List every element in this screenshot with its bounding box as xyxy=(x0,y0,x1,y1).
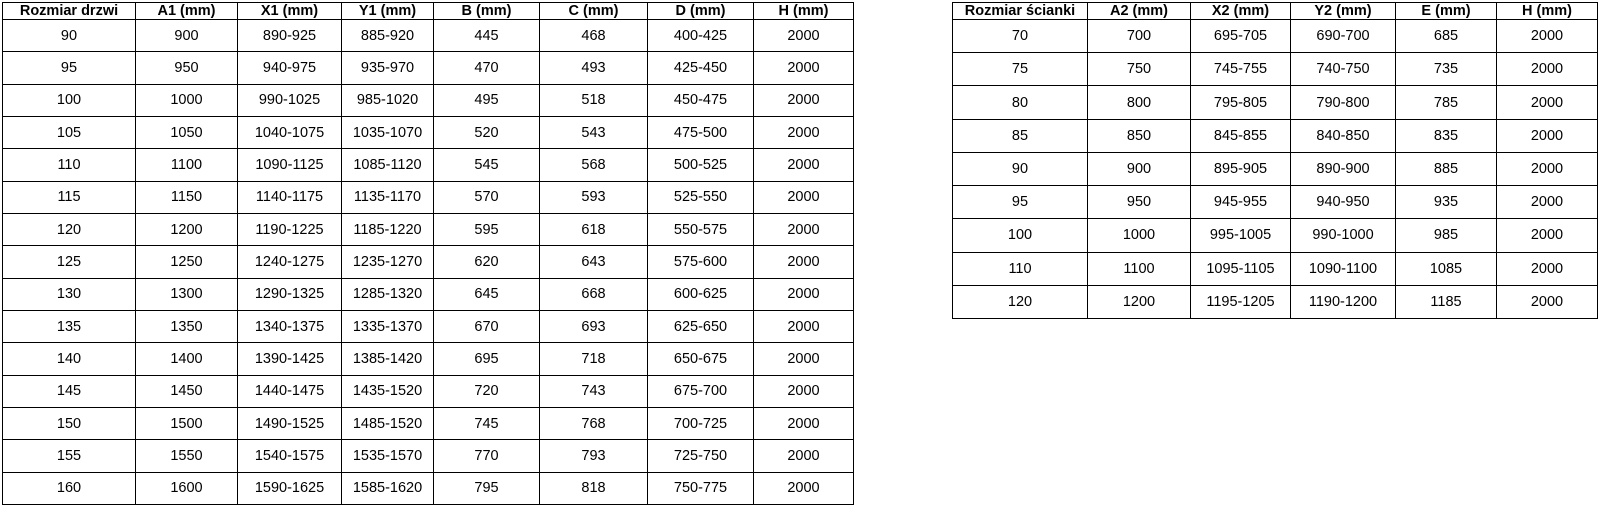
table-cell: 568 xyxy=(540,149,648,181)
table-cell: 650-675 xyxy=(648,343,754,375)
table-cell: 1285-1320 xyxy=(342,278,434,310)
column-header: D (mm) xyxy=(648,3,754,20)
table-cell: 493 xyxy=(540,52,648,84)
table-cell: 645 xyxy=(434,278,540,310)
table-cell: 695-705 xyxy=(1191,20,1291,53)
column-header: Y2 (mm) xyxy=(1291,3,1396,20)
table-cell: 770 xyxy=(434,440,540,472)
table-row xyxy=(953,20,1598,53)
header-row xyxy=(3,3,854,20)
table-cell: 95 xyxy=(3,52,136,84)
wall-size-table xyxy=(952,2,1598,319)
table-cell: 1095-1105 xyxy=(1191,252,1291,285)
column-header: X2 (mm) xyxy=(1191,3,1291,20)
table-cell: 1340-1375 xyxy=(238,310,342,342)
table-cell: 618 xyxy=(540,213,648,245)
table-cell: 690-700 xyxy=(1291,20,1396,53)
table-cell: 895-905 xyxy=(1191,152,1291,185)
column-header: A1 (mm) xyxy=(136,3,238,20)
header-row xyxy=(953,3,1598,20)
column-header: Rozmiar ścianki xyxy=(953,3,1088,20)
table-row xyxy=(3,343,854,375)
table-row xyxy=(3,278,854,310)
table-cell: 1200 xyxy=(1088,285,1191,318)
table-cell: 2000 xyxy=(754,375,854,407)
table-cell: 470 xyxy=(434,52,540,84)
table-cell: 1185-1220 xyxy=(342,213,434,245)
table-cell: 1590-1625 xyxy=(238,472,342,504)
column-header: E (mm) xyxy=(1396,3,1497,20)
table-cell: 450-475 xyxy=(648,84,754,116)
column-header: Y1 (mm) xyxy=(342,3,434,20)
table-cell: 1585-1620 xyxy=(342,472,434,504)
table-cell: 800 xyxy=(1088,86,1191,119)
table-cell: 995-1005 xyxy=(1191,219,1291,252)
table-cell: 1190-1200 xyxy=(1291,285,1396,318)
table-row xyxy=(3,472,854,504)
table-cell: 945-955 xyxy=(1191,186,1291,219)
table-cell: 495 xyxy=(434,84,540,116)
table-cell: 120 xyxy=(3,213,136,245)
table-cell: 990-1025 xyxy=(238,84,342,116)
table-cell: 845-855 xyxy=(1191,119,1291,152)
table-cell: 115 xyxy=(3,181,136,213)
table-cell: 525-550 xyxy=(648,181,754,213)
table-cell: 625-650 xyxy=(648,310,754,342)
table-cell: 2000 xyxy=(754,181,854,213)
table-cell: 1450 xyxy=(136,375,238,407)
table-cell: 768 xyxy=(540,407,648,439)
table-row xyxy=(953,186,1598,219)
table-cell: 95 xyxy=(953,186,1088,219)
table-cell: 135 xyxy=(3,310,136,342)
table-cell: 735 xyxy=(1396,53,1497,86)
table-cell: 160 xyxy=(3,472,136,504)
table-row xyxy=(953,119,1598,152)
table-cell: 545 xyxy=(434,149,540,181)
table-cell: 1000 xyxy=(1088,219,1191,252)
table-cell: 110 xyxy=(953,252,1088,285)
table-cell: 2000 xyxy=(754,278,854,310)
table-cell: 1435-1520 xyxy=(342,375,434,407)
table-cell: 900 xyxy=(1088,152,1191,185)
table-cell: 518 xyxy=(540,84,648,116)
table-cell: 520 xyxy=(434,116,540,148)
table-cell: 1385-1420 xyxy=(342,343,434,375)
table-cell: 475-500 xyxy=(648,116,754,148)
table-cell: 100 xyxy=(953,219,1088,252)
table-cell: 85 xyxy=(953,119,1088,152)
table-cell: 745 xyxy=(434,407,540,439)
column-header: H (mm) xyxy=(754,3,854,20)
table-cell: 140 xyxy=(3,343,136,375)
table-cell: 985-1020 xyxy=(342,84,434,116)
table-cell: 1335-1370 xyxy=(342,310,434,342)
table-cell: 935-970 xyxy=(342,52,434,84)
table-cell: 100 xyxy=(3,84,136,116)
table-cell: 2000 xyxy=(754,52,854,84)
table-cell: 1100 xyxy=(136,149,238,181)
table-cell: 695 xyxy=(434,343,540,375)
table-cell: 400-425 xyxy=(648,20,754,52)
table-cell: 1485-1520 xyxy=(342,407,434,439)
table-cell: 890-925 xyxy=(238,20,342,52)
table-cell: 80 xyxy=(953,86,1088,119)
table-cell: 150 xyxy=(3,407,136,439)
table-cell: 1195-1205 xyxy=(1191,285,1291,318)
table-cell: 725-750 xyxy=(648,440,754,472)
table-cell: 2000 xyxy=(754,20,854,52)
table-cell: 2000 xyxy=(1497,186,1598,219)
table-cell: 850 xyxy=(1088,119,1191,152)
table-cell: 1000 xyxy=(136,84,238,116)
table-cell: 743 xyxy=(540,375,648,407)
table-cell: 950 xyxy=(1088,186,1191,219)
table-row xyxy=(3,375,854,407)
table-cell: 670 xyxy=(434,310,540,342)
table-cell: 2000 xyxy=(1497,119,1598,152)
table-cell: 700 xyxy=(1088,20,1191,53)
table-cell: 120 xyxy=(953,285,1088,318)
table-cell: 935 xyxy=(1396,186,1497,219)
table-cell: 1400 xyxy=(136,343,238,375)
table-cell: 1085 xyxy=(1396,252,1497,285)
table-cell: 1185 xyxy=(1396,285,1497,318)
table-cell: 1290-1325 xyxy=(238,278,342,310)
table-cell: 2000 xyxy=(1497,285,1598,318)
table-cell: 145 xyxy=(3,375,136,407)
table-cell: 2000 xyxy=(754,149,854,181)
table-cell: 720 xyxy=(434,375,540,407)
table-cell: 2000 xyxy=(1497,252,1598,285)
table-row xyxy=(3,20,854,52)
table-row xyxy=(3,52,854,84)
table-cell: 1140-1175 xyxy=(238,181,342,213)
table-cell: 685 xyxy=(1396,20,1497,53)
table-cell: 745-755 xyxy=(1191,53,1291,86)
table-row xyxy=(953,152,1598,185)
table-cell: 1240-1275 xyxy=(238,246,342,278)
table-cell: 668 xyxy=(540,278,648,310)
table-cell: 2000 xyxy=(754,84,854,116)
table-cell: 795-805 xyxy=(1191,86,1291,119)
table-cell: 1090-1100 xyxy=(1291,252,1396,285)
table-cell: 795 xyxy=(434,472,540,504)
table-cell: 643 xyxy=(540,246,648,278)
table-cell: 1440-1475 xyxy=(238,375,342,407)
table-cell: 2000 xyxy=(754,213,854,245)
table-cell: 2000 xyxy=(1497,20,1598,53)
table-cell: 700-725 xyxy=(648,407,754,439)
table-cell: 550-575 xyxy=(648,213,754,245)
table-row xyxy=(953,53,1598,86)
table-cell: 940-975 xyxy=(238,52,342,84)
table-cell: 1390-1425 xyxy=(238,343,342,375)
table-cell: 2000 xyxy=(1497,53,1598,86)
table-cell: 1235-1270 xyxy=(342,246,434,278)
table-cell: 1600 xyxy=(136,472,238,504)
table-cell: 790-800 xyxy=(1291,86,1396,119)
table-cell: 785 xyxy=(1396,86,1497,119)
table-cell: 1190-1225 xyxy=(238,213,342,245)
table-cell: 793 xyxy=(540,440,648,472)
table-cell: 2000 xyxy=(754,246,854,278)
table-cell: 2000 xyxy=(754,440,854,472)
table-row xyxy=(3,407,854,439)
table-cell: 750-775 xyxy=(648,472,754,504)
table-row xyxy=(3,440,854,472)
table-cell: 985 xyxy=(1396,219,1497,252)
table-cell: 1085-1120 xyxy=(342,149,434,181)
table-cell: 620 xyxy=(434,246,540,278)
table-cell: 105 xyxy=(3,116,136,148)
table-cell: 125 xyxy=(3,246,136,278)
table-cell: 1040-1075 xyxy=(238,116,342,148)
table-cell: 693 xyxy=(540,310,648,342)
table-cell: 70 xyxy=(953,20,1088,53)
table-cell: 675-700 xyxy=(648,375,754,407)
table-cell: 593 xyxy=(540,181,648,213)
table-cell: 2000 xyxy=(1497,152,1598,185)
table-cell: 1035-1070 xyxy=(342,116,434,148)
table-cell: 1090-1125 xyxy=(238,149,342,181)
table-cell: 1540-1575 xyxy=(238,440,342,472)
table-cell: 2000 xyxy=(1497,86,1598,119)
table-row xyxy=(3,246,854,278)
table-cell: 155 xyxy=(3,440,136,472)
table-cell: 940-950 xyxy=(1291,186,1396,219)
table-cell: 1150 xyxy=(136,181,238,213)
table-cell: 890-900 xyxy=(1291,152,1396,185)
table-cell: 2000 xyxy=(754,343,854,375)
table-cell: 575-600 xyxy=(648,246,754,278)
column-header: X1 (mm) xyxy=(238,3,342,20)
table-cell: 1100 xyxy=(1088,252,1191,285)
table-row xyxy=(953,86,1598,119)
table-cell: 1050 xyxy=(136,116,238,148)
table-cell: 1200 xyxy=(136,213,238,245)
table-cell: 543 xyxy=(540,116,648,148)
table-cell: 750 xyxy=(1088,53,1191,86)
column-header: H (mm) xyxy=(1497,3,1598,20)
table-cell: 445 xyxy=(434,20,540,52)
table-cell: 740-750 xyxy=(1291,53,1396,86)
table-cell: 130 xyxy=(3,278,136,310)
table-row xyxy=(3,181,854,213)
table-row xyxy=(3,310,854,342)
table-cell: 818 xyxy=(540,472,648,504)
table-cell: 2000 xyxy=(1497,219,1598,252)
table-cell: 600-625 xyxy=(648,278,754,310)
column-header: C (mm) xyxy=(540,3,648,20)
table-row xyxy=(3,149,854,181)
table-cell: 425-450 xyxy=(648,52,754,84)
table-cell: 835 xyxy=(1396,119,1497,152)
table-row xyxy=(953,285,1598,318)
door-size-table xyxy=(2,2,854,505)
table-cell: 90 xyxy=(953,152,1088,185)
table-cell: 2000 xyxy=(754,116,854,148)
table-row xyxy=(953,252,1598,285)
table-cell: 1550 xyxy=(136,440,238,472)
table-row xyxy=(953,219,1598,252)
table-cell: 900 xyxy=(136,20,238,52)
table-cell: 1535-1570 xyxy=(342,440,434,472)
table-cell: 1135-1170 xyxy=(342,181,434,213)
table-cell: 595 xyxy=(434,213,540,245)
column-header: Rozmiar drzwi xyxy=(3,3,136,20)
table-cell: 718 xyxy=(540,343,648,375)
table-cell: 885-920 xyxy=(342,20,434,52)
table-cell: 840-850 xyxy=(1291,119,1396,152)
table-cell: 75 xyxy=(953,53,1088,86)
table-cell: 468 xyxy=(540,20,648,52)
table-cell: 2000 xyxy=(754,407,854,439)
table-cell: 1500 xyxy=(136,407,238,439)
table-cell: 1350 xyxy=(136,310,238,342)
table-cell: 990-1000 xyxy=(1291,219,1396,252)
table-cell: 90 xyxy=(3,20,136,52)
table-row xyxy=(3,84,854,116)
table-cell: 2000 xyxy=(754,310,854,342)
table-cell: 570 xyxy=(434,181,540,213)
table-cell: 1300 xyxy=(136,278,238,310)
column-header: B (mm) xyxy=(434,3,540,20)
table-cell: 500-525 xyxy=(648,149,754,181)
table-cell: 1490-1525 xyxy=(238,407,342,439)
table-cell: 950 xyxy=(136,52,238,84)
table-cell: 885 xyxy=(1396,152,1497,185)
table-row xyxy=(3,116,854,148)
table-cell: 1250 xyxy=(136,246,238,278)
column-header: A2 (mm) xyxy=(1088,3,1191,20)
table-cell: 110 xyxy=(3,149,136,181)
table-row xyxy=(3,213,854,245)
table-cell: 2000 xyxy=(754,472,854,504)
